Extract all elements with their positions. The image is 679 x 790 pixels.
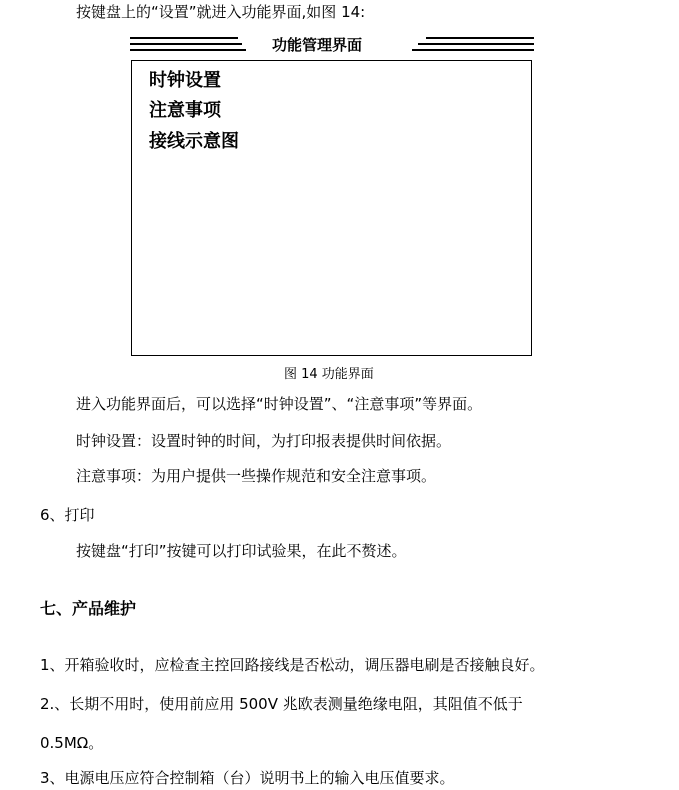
menu-item-wiring-diagram: 接线示意图 [149,131,239,152]
paragraph-clock-settings: 时钟设置：设置时钟的时间，为打印报表提供时间依据。 [76,432,452,450]
paragraph-print: 按键盘“打印”按键可以打印试验果，在此不赘述。 [76,542,407,560]
screen-title: 功能管理界面 [272,36,363,54]
intro-text: 按键盘上的“设置”就进入功能界面,如图 14: [76,3,366,21]
figure-caption: 图 14 功能界面 [284,367,374,382]
menu-item-notices: 注意事项 [149,100,221,121]
menu-item-clock-settings: 时钟设置 [149,70,221,91]
maintenance-item-1: 1、开箱验收时，应检查主控回路接线是否松动，调压器电刷是否接触良好。 [40,656,545,674]
header-rules-left [130,37,246,53]
maintenance-item-2: 2.、长期不用时，使用前应用 500V 兆欧表测量绝缘电阻，其阻值不低于 [40,695,523,713]
function-screen [131,60,532,356]
header-rules-right [412,37,534,53]
section-heading-print: 6、打印 [40,506,95,524]
paragraph-notices: 注意事项：为用户提供一些操作规范和安全注意事项。 [76,467,437,485]
figure-header [130,34,534,56]
maintenance-item-2-continued: 0.5MΩ。 [40,734,104,752]
section-heading-maintenance: 七、产品维护 [40,599,137,618]
paragraph-function-screen: 进入功能界面后，可以选择“时钟设置”、“注意事项”等界面。 [76,395,483,413]
maintenance-item-3: 3、电源电压应符合控制箱（台）说明书上的输入电压值要求。 [40,769,455,787]
